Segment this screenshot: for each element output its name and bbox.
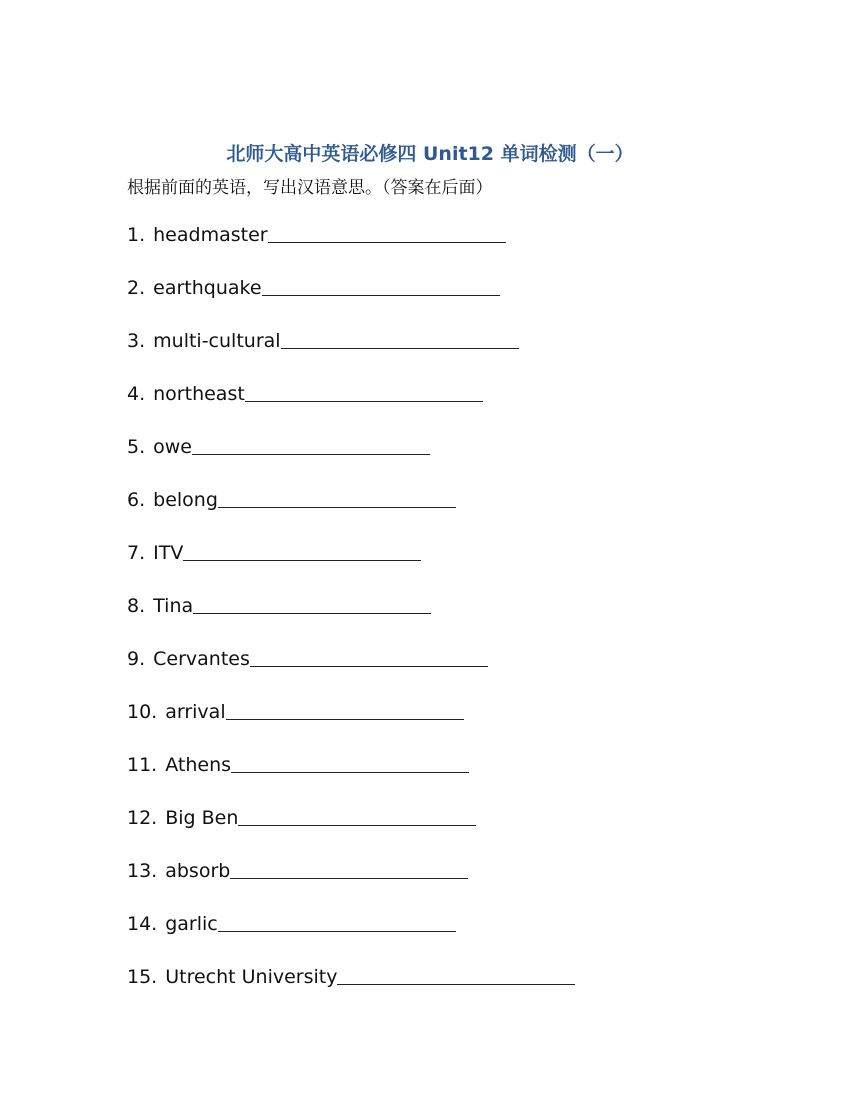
answer-blank[interactable]	[238, 805, 476, 826]
item-word: ITV	[153, 542, 184, 564]
page-title: 北师大高中英语必修四 Unit12 单词检测（一）	[226, 143, 634, 165]
answer-blank[interactable]	[337, 964, 575, 985]
list-item	[127, 222, 747, 275]
item-word: belong	[153, 489, 218, 511]
answer-blank[interactable]	[193, 593, 431, 614]
item-word: Big Ben	[165, 807, 239, 829]
item-word: Utrecht University	[165, 966, 338, 988]
item-number: 13.	[127, 860, 158, 882]
item-number: 7.	[127, 542, 146, 564]
list-item	[127, 328, 747, 381]
item-number: 8.	[127, 595, 146, 617]
list-item	[127, 699, 747, 752]
item-number: 12.	[127, 807, 158, 829]
list-item	[127, 487, 747, 540]
list-item	[127, 593, 747, 646]
list-item	[127, 434, 747, 487]
item-word: headmaster	[153, 224, 268, 246]
list-item	[127, 540, 747, 593]
item-word: Tina	[153, 595, 194, 617]
item-number: 2.	[127, 277, 146, 299]
answer-blank[interactable]	[183, 540, 421, 561]
item-number: 15.	[127, 966, 158, 988]
answer-blank[interactable]	[218, 487, 456, 508]
item-number: 11.	[127, 754, 158, 776]
answer-blank[interactable]	[250, 646, 488, 667]
item-number: 14.	[127, 913, 158, 935]
answer-blank[interactable]	[226, 699, 464, 720]
answer-blank[interactable]	[262, 275, 500, 296]
item-word: multi-cultural	[153, 330, 281, 352]
item-word: owe	[153, 436, 192, 458]
item-number: 6.	[127, 489, 146, 511]
answer-blank[interactable]	[231, 752, 469, 773]
answer-blank[interactable]	[230, 858, 468, 879]
item-number: 1.	[127, 224, 146, 246]
list-item	[127, 964, 747, 1017]
item-number: 9.	[127, 648, 146, 670]
list-item	[127, 381, 747, 434]
item-number: 10.	[127, 701, 158, 723]
answer-blank[interactable]	[268, 222, 506, 243]
list-item	[127, 646, 747, 699]
item-word: Athens	[165, 754, 232, 776]
item-word: garlic	[165, 913, 218, 935]
list-item	[127, 911, 747, 964]
list-item	[127, 805, 747, 858]
item-number: 4.	[127, 383, 146, 405]
item-word: northeast	[153, 383, 245, 405]
item-word: earthquake	[153, 277, 262, 299]
list-item	[127, 858, 747, 911]
item-word: arrival	[165, 701, 226, 723]
answer-blank[interactable]	[218, 911, 456, 932]
vocabulary-list	[127, 222, 747, 1017]
item-word: Cervantes	[153, 648, 250, 670]
answer-blank[interactable]	[281, 328, 519, 349]
answer-blank[interactable]	[192, 434, 430, 455]
item-word: absorb	[165, 860, 231, 882]
item-number: 3.	[127, 330, 146, 352]
instruction-text: 根据前面的英语，写出汉语意思。（答案在后面）	[127, 178, 493, 198]
answer-blank[interactable]	[245, 381, 483, 402]
list-item	[127, 275, 747, 328]
list-item	[127, 752, 747, 805]
item-number: 5.	[127, 436, 146, 458]
